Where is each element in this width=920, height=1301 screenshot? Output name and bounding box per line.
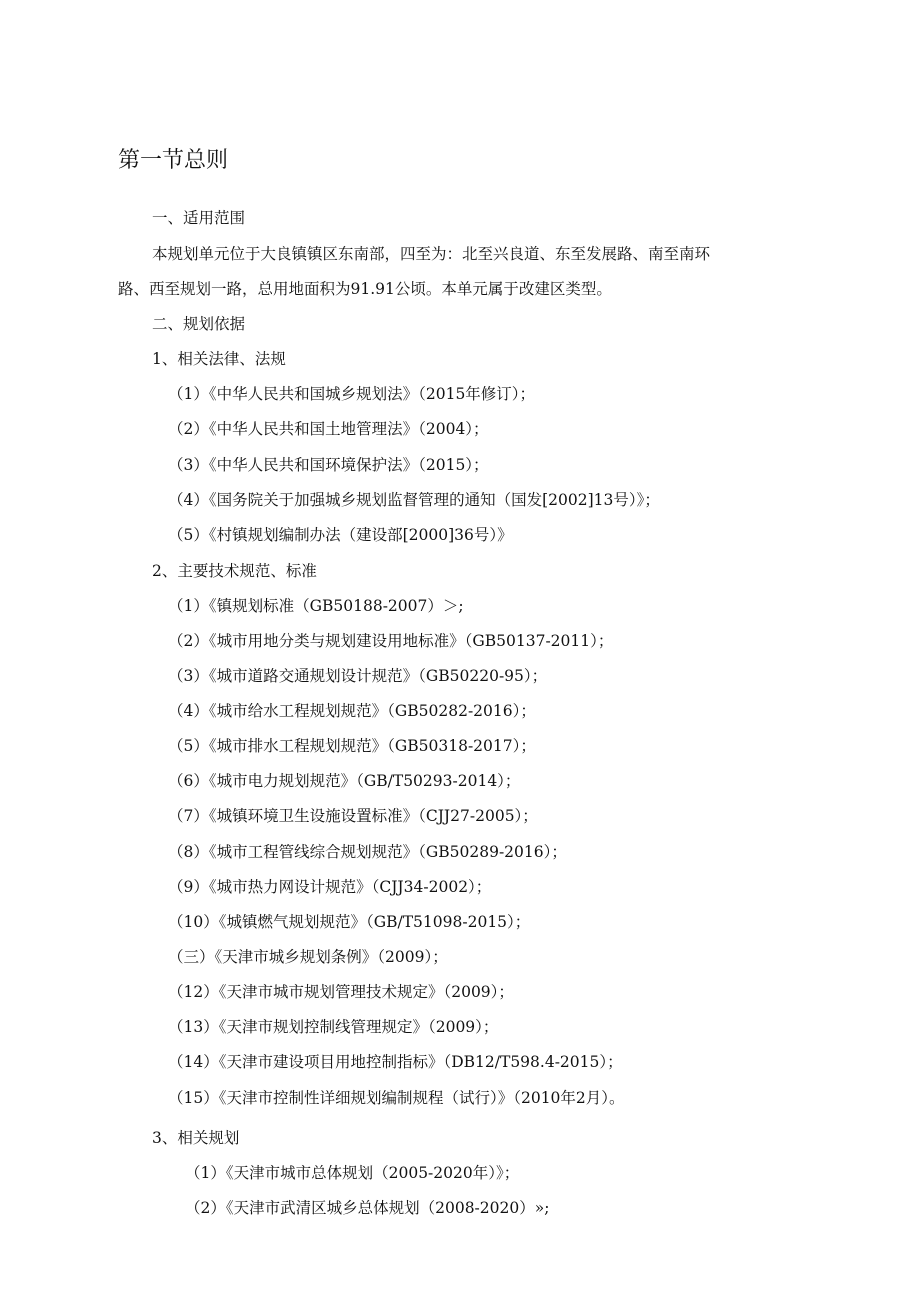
standard-item: （5）《城市排水工程规划规范》（GB50318-2017）；: [168, 737, 536, 755]
standard-item: （3）《城市道路交通规划设计规范》（GB50220-95）；: [168, 667, 548, 685]
standard-item: （13）《天津市规划控制线管理规定》（2009）；: [168, 1018, 499, 1036]
law-item: （1）《中华人民共和国城乡规划法》（2015年修订）；: [168, 385, 536, 403]
law-item: （4）《国务院关于加强城乡规划监督管理的通知（国发[2002]13号）》；: [168, 491, 660, 509]
scope-paragraph-line2: 路、西至规划一路，总用地面积为91.91公顷。本单元属于改建区类型。: [118, 280, 612, 298]
law-item: （5）《村镇规划编制办法（建设部[2000]36号）》: [168, 526, 513, 544]
scope-paragraph-line1: 本规划单元位于大良镇镇区东南部，四至为：北至兴良道、东至发展路、南至南环: [152, 245, 711, 263]
law-item: （3）《中华人民共和国环境保护法》（2015）；: [168, 456, 489, 474]
section-heading-basis: 二、规划依据: [152, 315, 246, 333]
subsection-heading-laws: 1、相关法律、法规: [152, 350, 286, 368]
section-heading-scope: 一、适用范围: [152, 209, 246, 227]
related-plan-item: （2）《天津市武清区城乡总体规划（2008-2020）»;: [185, 1199, 550, 1217]
standard-item: （三）《天津市城乡规划条例》（2009）；: [168, 948, 448, 966]
standard-item: （9）《城市热力网设计规范》（CJJ34-2002）；: [168, 878, 492, 896]
standard-item: （14）《天津市建设项目用地控制指标》（DB12/T598.4-2015）；: [168, 1053, 623, 1071]
standard-item: （6）《城市电力规划规范》（GB/T50293-2014）；: [168, 772, 521, 790]
standard-item: （1）《镇规划标准（GB50188-2007）＞;: [168, 597, 464, 615]
law-item: （2）《中华人民共和国土地管理法》（2004）；: [168, 420, 489, 438]
page-title: 第一节总则: [118, 148, 229, 173]
standard-item: （4）《城市给水工程规划规范》（GB50282-2016）；: [168, 702, 536, 720]
standard-item: （12）《天津市城市规划管理技术规定》（2009）；: [168, 983, 514, 1001]
related-plan-item: （1）《天津市城市总体规划（2005-2020年）》；: [185, 1164, 520, 1182]
standard-item: （10）《城镇燃气规划规范》（GB/T51098-2015）；: [168, 913, 531, 931]
subsection-heading-related-plans: 3、相关规划: [152, 1129, 240, 1147]
standard-item: （2）《城市用地分类与规划建设用地标准》（GB50137-2011）；: [168, 632, 614, 650]
subsection-heading-standards: 2、主要技术规范、标准: [152, 562, 317, 580]
standard-item: （7）《城镇环境卫生设施设置标准》（CJJ27-2005）；: [168, 807, 538, 825]
standard-item: （8）《城市工程管线综合规划规范》（GB50289-2016）；: [168, 843, 567, 861]
standard-item: （15）《天津市控制性详细规划编制规程（试行）》（2010年2月）。: [168, 1089, 625, 1107]
